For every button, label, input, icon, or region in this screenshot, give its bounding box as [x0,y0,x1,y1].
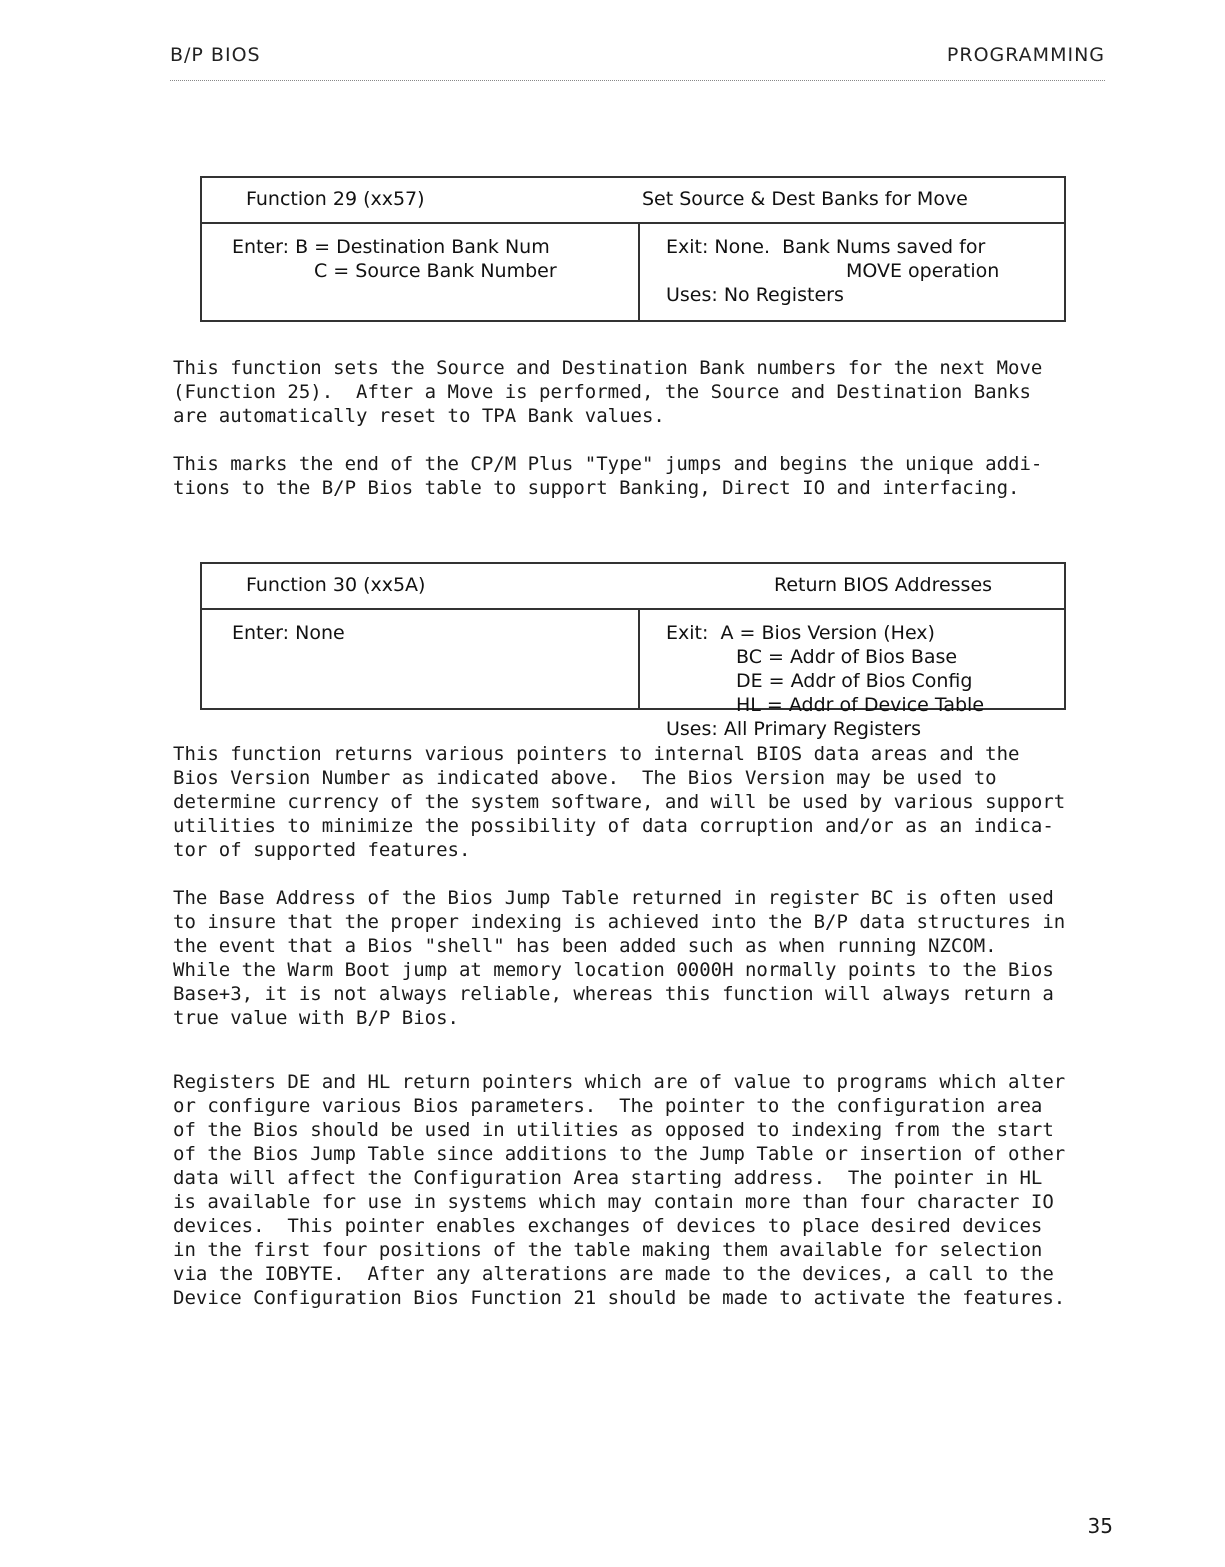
text-line: utilities to minimize the possibility of data corruption and/or as an indica- [173,815,1054,837]
text-line: in the first four positions of the table making them available for selection [173,1239,1043,1261]
paragraph-function-29 [173,356,1118,428]
function-30-divider [638,608,640,708]
text-line: Bios Version Number as indicated above. The Bios Version may be used to [173,767,997,789]
text-line: tor of supported features. [173,839,471,861]
paragraph-registers [173,1070,1118,1310]
text-line: are automatically reset to TPA Bank values. [173,405,665,427]
function-30-uses: Uses: All Primary Registers [666,718,922,740]
function-29-description: Set Source & Dest Banks for Move [642,188,968,210]
header-right: PROGRAMMING [946,44,1105,66]
function-30-enter: Enter: None [232,622,345,644]
text-line: This function sets the Source and Destination Bank numbers for the next Move [173,357,1043,379]
header-rule [170,80,1105,81]
text-line: Base+3, it is not always reliable, whereas this function will always return a [173,983,1054,1005]
text-line: of the Bios should be used in utilities as opposed to indexing from the start [173,1119,1054,1141]
text-line: true value with B/P Bios. [173,1007,459,1029]
paragraph-base-address [173,886,1118,1030]
text-line: is available for use in systems which may contain more than four character IO [173,1191,1054,1213]
text-line: This function returns various pointers to internal BIOS data areas and the [173,743,1020,765]
function-30-exit-de: DE = Addr of Bios Config [736,670,973,692]
function-29-exit: Exit: None. Bank Nums saved for [666,236,986,258]
text-line: (Function 25). After a Move is performed, the Source and Destination Banks [173,381,1031,403]
function-29-title: Function 29 (xx57) [246,188,425,210]
text-line: Device Configuration Bios Function 21 should be made to activate the features. [173,1287,1066,1309]
paragraph-function-30 [173,742,1118,862]
text-line: the event that a Bios "shell" has been added such as when running NZCOM. [173,935,997,957]
function-30-exit-hl: HL = Addr of Device Table [736,694,985,716]
page-number: 35 [1087,1514,1113,1538]
function-30-exit-bc: BC = Addr of Bios Base [736,646,958,668]
text-line: This marks the end of the CP/M Plus "Type" jumps and begins the unique addi- [173,453,1043,475]
function-30-description: Return BIOS Addresses [774,574,993,596]
text-line: of the Bios Jump Table since additions to the Jump Table or insertion of other [173,1143,1066,1165]
function-29-divider [638,222,640,320]
text-line: While the Warm Boot jump at memory location 0000H normally points to the Bios [173,959,1054,981]
text-line: data will affect the Configuration Area starting address. The pointer in HL [173,1167,1043,1189]
paragraph-type-jumps [173,452,1118,500]
header-left: B/P BIOS [170,44,261,66]
text-line: devices. This pointer enables exchanges of devices to place desired devices [173,1215,1043,1237]
text-line: to insure that the proper indexing is achieved into the B/P data structures in [173,911,1066,933]
function-30-title: Function 30 (xx5A) [246,574,426,596]
function-29-exit-cont: MOVE operation [846,260,1000,282]
text-line: via the IOBYTE. After any alterations are made to the devices, a call to the [173,1263,1054,1285]
text-line: Registers DE and HL return pointers which are of value to programs which alter [173,1071,1066,1093]
text-line: tions to the B/P Bios table to support Banking, Direct IO and interfacing. [173,477,1020,499]
text-line: determine currency of the system software, and will be used by various support [173,791,1066,813]
function-29-enter-c: C = Source Bank Number [314,260,557,282]
function-29-enter-b: Enter: B = Destination Bank Num [232,236,550,258]
text-line: or configure various Bios parameters. The pointer to the configuration area [173,1095,1043,1117]
function-29-box [200,176,1066,322]
function-30-exit-a: Exit: A = Bios Version (Hex) [666,622,935,644]
text-line: The Base Address of the Bios Jump Table returned in register BC is often used [173,887,1054,909]
function-29-uses: Uses: No Registers [666,284,844,306]
function-30-box [200,562,1066,740]
